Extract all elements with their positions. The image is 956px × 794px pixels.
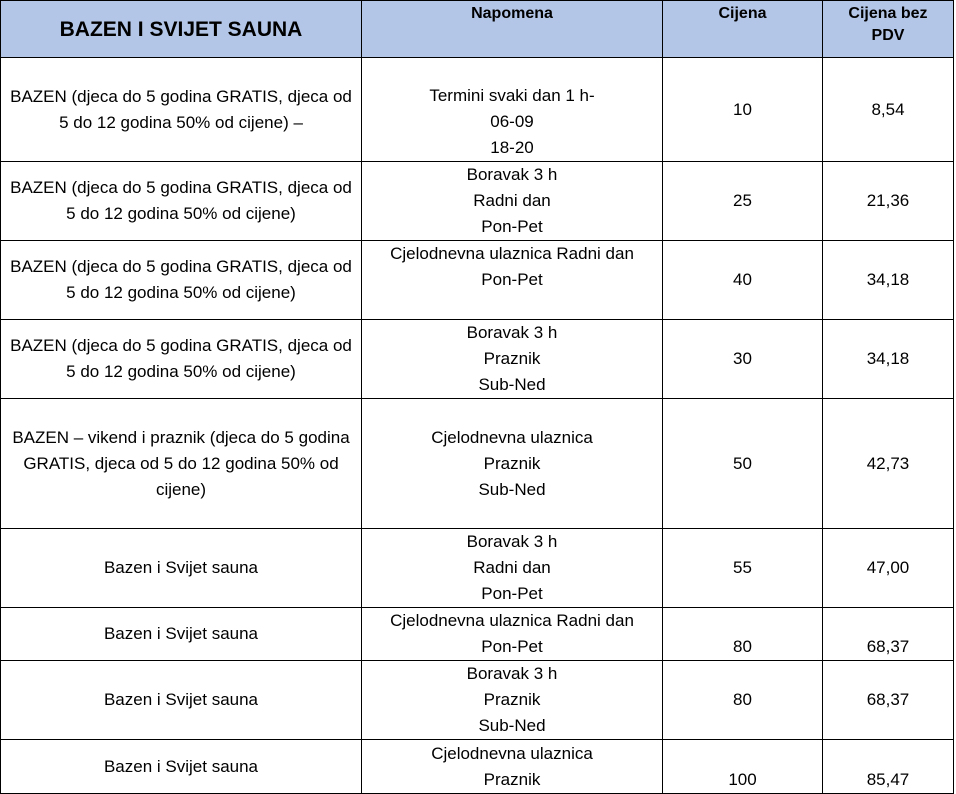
row-note: Boravak 3 h Praznik Sub-Ned — [362, 320, 663, 399]
row-note: Cjelodnevna ulaznica Radni dan Pon-Pet — [362, 608, 663, 661]
row-price: 10 — [663, 58, 823, 162]
table-body — [1, 58, 954, 794]
row-price-no-vat: 68,37 — [823, 608, 954, 661]
row-note: Boravak 3 h Praznik Sub-Ned — [362, 661, 663, 740]
header-note: Napomena — [362, 1, 663, 58]
table-header — [1, 1, 954, 58]
table-row — [1, 58, 954, 162]
row-note: Termini svaki dan 1 h- 06-09 18-20 — [362, 58, 663, 162]
row-price-no-vat: 34,18 — [823, 320, 954, 399]
row-name: Bazen i Svijet sauna — [1, 661, 362, 740]
header-title: BAZEN I SVIJET SAUNA — [1, 1, 362, 58]
row-price: 80 — [663, 661, 823, 740]
row-price-no-vat: 21,36 — [823, 162, 954, 241]
table-row — [1, 529, 954, 608]
row-name: Bazen i Svijet sauna — [1, 529, 362, 608]
row-name: BAZEN – vikend i praznik (djeca do 5 godina GRATIS, djeca od 5 do 12 godina 50% od cijene) — [1, 399, 362, 529]
row-name: Bazen i Svijet sauna — [1, 740, 362, 794]
row-price-no-vat: 42,73 — [823, 399, 954, 529]
table-row — [1, 162, 954, 241]
header-price-no-vat: Cijena bez PDV — [823, 1, 954, 58]
row-name: BAZEN (djeca do 5 godina GRATIS, djeca od 5 do 12 godina 50% od cijene) — [1, 320, 362, 399]
row-price: 30 — [663, 320, 823, 399]
row-name: Bazen i Svijet sauna — [1, 608, 362, 661]
row-price-no-vat: 85,47 — [823, 740, 954, 794]
row-name: BAZEN (djeca do 5 godina GRATIS, djeca od 5 do 12 godina 50% od cijene) — [1, 162, 362, 241]
row-note: Cjelodnevna ulaznica Radni dan Pon-Pet — [362, 241, 663, 320]
row-name: BAZEN (djeca do 5 godina GRATIS, djeca od 5 do 12 godina 50% od cijene) — [1, 241, 362, 320]
row-price: 100 — [663, 740, 823, 794]
row-price-no-vat: 34,18 — [823, 241, 954, 320]
row-note: Cjelodnevna ulaznica Praznik — [362, 740, 663, 794]
row-price: 80 — [663, 608, 823, 661]
row-price-no-vat: 68,37 — [823, 661, 954, 740]
row-price: 55 — [663, 529, 823, 608]
row-name: BAZEN (djeca do 5 godina GRATIS, djeca od 5 do 12 godina 50% od cijene) – — [1, 58, 362, 162]
table-row — [1, 241, 954, 320]
row-price: 40 — [663, 241, 823, 320]
header-row — [1, 1, 954, 58]
row-note: Boravak 3 h Radni dan Pon-Pet — [362, 162, 663, 241]
table-row — [1, 661, 954, 740]
row-note: Boravak 3 h Radni dan Pon-Pet — [362, 529, 663, 608]
table-row — [1, 740, 954, 794]
header-price: Cijena — [663, 1, 823, 58]
row-price-no-vat: 47,00 — [823, 529, 954, 608]
row-price-no-vat: 8,54 — [823, 58, 954, 162]
table-row — [1, 608, 954, 661]
row-price: 25 — [663, 162, 823, 241]
row-note: Cjelodnevna ulaznica Praznik Sub-Ned — [362, 399, 663, 529]
table-row — [1, 320, 954, 399]
row-price: 50 — [663, 399, 823, 529]
table-row — [1, 399, 954, 529]
